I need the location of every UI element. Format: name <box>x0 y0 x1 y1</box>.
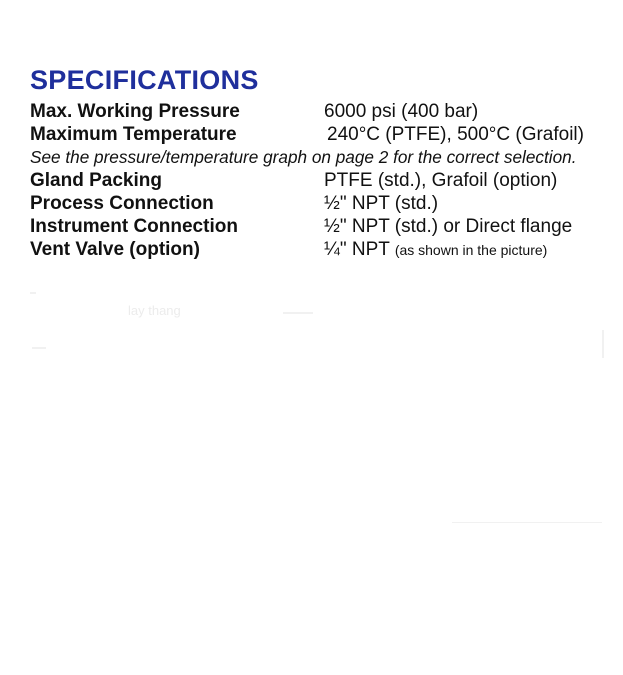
spec-value: 240°C (PTFE), 500°C (Grafoil) <box>327 124 584 145</box>
spec-value-note: (as shown in the picture) <box>394 242 548 258</box>
spec-row-process-connection <box>30 192 620 215</box>
pressure-temperature-note: See the pressure/temperature graph on page 2 for the correct selection. <box>30 147 577 167</box>
faded-mark <box>32 347 46 349</box>
spec-value: ½" NPT (std.) or Direct flange <box>324 216 573 237</box>
spec-row-vent-valve <box>30 238 620 261</box>
spec-value: ½" NPT (std.) <box>324 193 439 214</box>
spec-label: Maximum Temperature <box>30 124 237 145</box>
spec-row-maximum-temperature <box>30 123 620 146</box>
spec-value: 6000 psi (400 bar) <box>324 101 479 122</box>
spec-label: Process Connection <box>30 193 214 214</box>
spec-row-instrument-connection <box>30 215 620 238</box>
faded-mark <box>602 330 604 358</box>
spec-value-main: ¼" NPT <box>324 239 390 260</box>
spec-label: Max. Working Pressure <box>30 101 240 122</box>
faded-text: lay thang <box>128 303 181 318</box>
spec-value: PTFE (std.), Grafoil (option) <box>324 170 558 191</box>
spec-row-gland-packing <box>30 169 620 192</box>
spec-value <box>324 238 547 262</box>
spec-row-max-working-pressure <box>30 100 620 123</box>
faded-mark <box>30 292 36 294</box>
faded-mark <box>452 522 602 523</box>
spec-label: Gland Packing <box>30 170 162 191</box>
spec-label: Vent Valve (option) <box>30 239 200 260</box>
spec-label: Instrument Connection <box>30 216 238 237</box>
specifications-heading: SPECIFICATIONS <box>30 65 259 95</box>
specifications-list <box>30 100 620 261</box>
faded-mark <box>283 312 313 314</box>
